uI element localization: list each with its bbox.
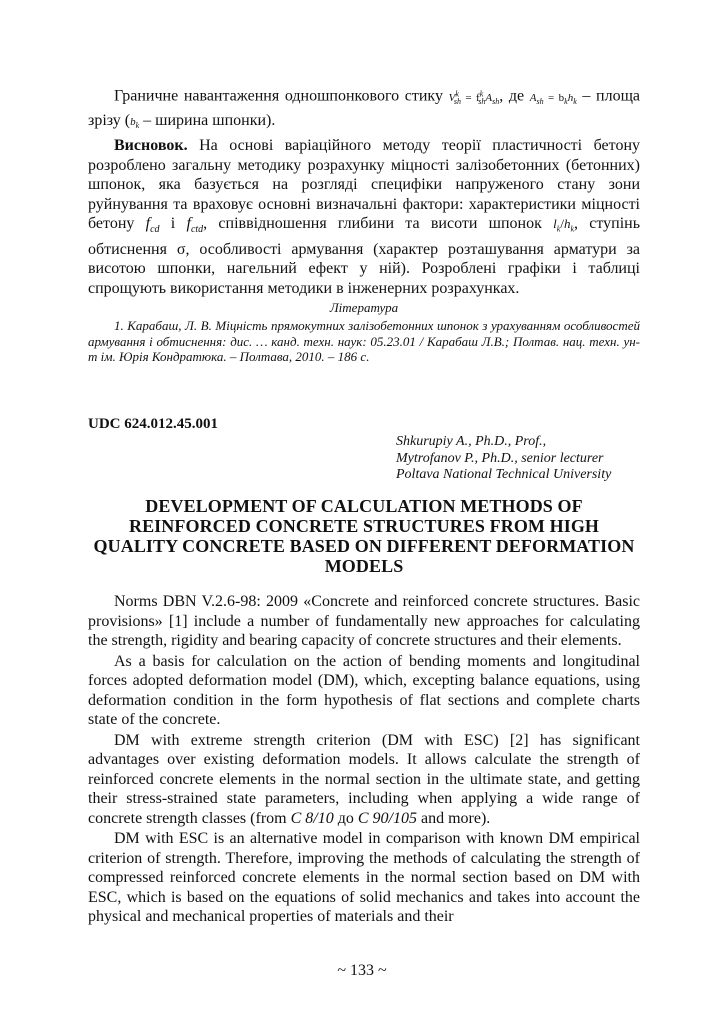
concrete-class-high: C 90/105 [357,809,417,827]
formula-v-sh: $V^k_{sh} = f^k_{sh}A_{sh}$ [448,89,500,106]
page-number: ~ 133 ~ [337,962,387,979]
author-line: Mytrofanov P., Ph.D., senior lecturer [396,450,604,466]
authors-block [396,434,611,484]
author-line: Shkurupiy A., Ph.D., Prof., [396,434,547,449]
body-paragraph: DM with extreme strength criterion (DM with ESC) [2] has significant advantages over existing deformation models. It allows calculate the strength of reinforced concrete elements in the normal section in the ultimate state, and getting their stress-strained state parameters, including when applying a wide range of concrete strength classes (from C 8/10 до C 90/105 and more). [88,731,640,827]
formula-a-sh: $A_{sh} = b_kh_k$ [529,91,577,106]
reference-item: 1. Карабаш, Л. В. Міцність прямокутних залізобетонних шпонок з урахуванням особливостей армування і обтиснення: дис. … канд. техн. наук: 05.23.01 / Карабаш Л.В.; Полтав. нац. техн. ун-т ім. Юрія Кондратюка. – Полтава, 2010. – 186 с. [88,318,640,365]
references-heading: Література [329,300,399,316]
fcd-symbol: $f_{cd}$ [145,215,160,236]
concrete-class-low: C 8/10 [290,809,334,827]
body-paragraph: DM with ESC is an alternative model in comparison with known DM empirical criterion of strength. Therefore, improving the methods of calculating the strength of compressed reinforced concrete elements in the normal section based on DM with ESC, which is based on the equations of solid mechanics and takes into account the physical and mechanical properties of materials and their [88,830,640,925]
body-paragraph: Norms DBN V.2.6-98: 2009 «Concrete and reinforced concrete structures. Basic provisions» [1] include a number of fundamentally new approaches for calculating the strength, rigidity and bearing capacity of concrete structures and their elements. [88,593,640,649]
fctd-symbol: $f_{ctd}$ [186,215,204,236]
udc-code: UDC 624.012.45.001 [88,416,218,432]
formula-b-k: $b_k$ [130,116,140,131]
conclusion-paragraph: Висновок. На основі варіаційного методу теорії пластичності бетону розроблено загальну методику розрахунку міцності залізобетонних (бетонних) шпонок, яка базується на розгляді специфіки напруженого стану зони руйнування та враховує основні визначальні фактори: характеристики міцності бетону $f_{cd}$ і $f_{ctd}$, співвідношення глибини та висоти шпонок $l_k/h_k$, ступінь обтиснення σ, особливості армування (характер розташування арматури за висотою шпонки, нагельний ефект у ній). Розроблені графіки і таблиці спрощують використання методики в інженерних розрахунках. [88,137,640,297]
article-body [88,592,640,928]
affiliation-line: Poltava National Technical University [396,467,612,482]
article-title: DEVELOPMENT OF CALCULATION METHODS OF REINFORCED CONCRETE STRUCTURES FROM HIGH QUALITY CONCRETE BASED ON DIFFERENT DEFORMATION MODELS [93,496,635,576]
ultimate-load-paragraph: Граничне навантаження одношпонкового стику $V^k_{sh} = f^k_{sh}A_{sh}$, де $A_{sh} = b_kh_k$ – площа зрізу ($b_k$ – ширина шпонки). [88,87,641,131]
previous-article-section [88,84,640,365]
body-paragraph: As a basis for calculation on the action of bending moments and longitudinal forces adopted deformation model (DM), which, excepting balance equations, using deformation condition in the form hypothesis of flat sections and complete charts state of the concrete. [88,652,640,728]
lk-hk-ratio: $l_k/h_k$ [553,216,574,234]
conclusion-heading: Висновок. [114,137,188,155]
